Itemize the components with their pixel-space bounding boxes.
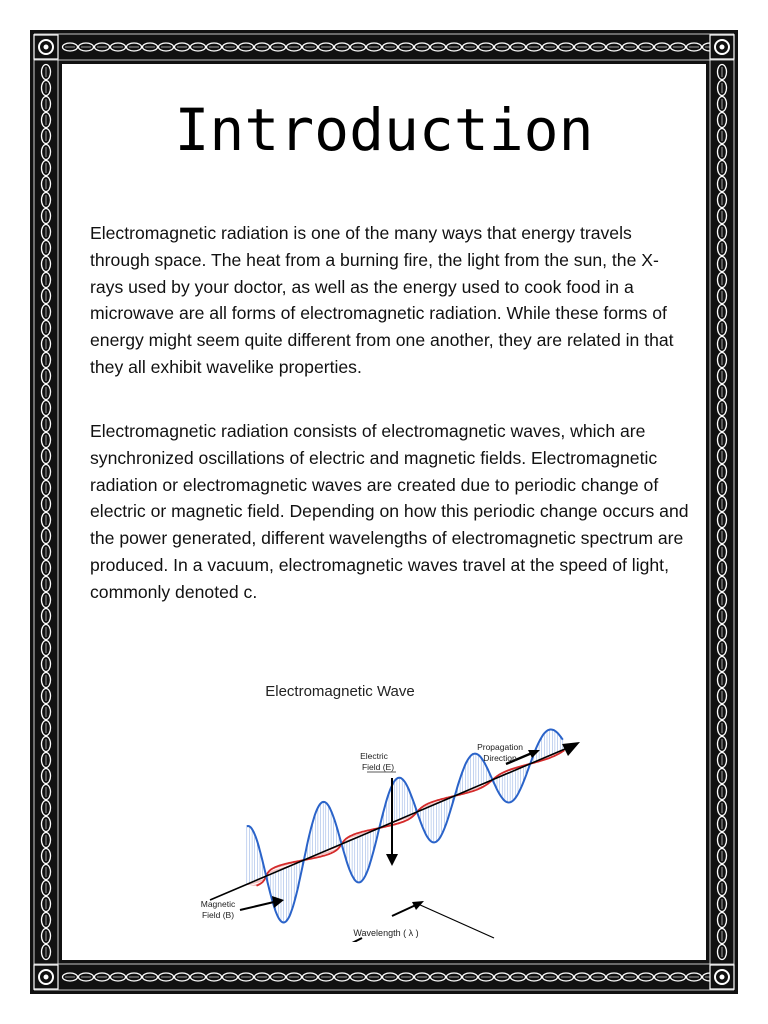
magnetic-field-arrow [240, 902, 274, 910]
propagation-axis-arrowhead [562, 742, 580, 756]
wavelength-label: Wavelength ( λ ) [353, 928, 419, 938]
propagation-label-line1: Propagation [477, 742, 523, 752]
paragraph-intro: Electromagnetic radiation is one of the many ways that energy travels through space. The heat from a burning fire, the light from the sun, the X-rays used by your doctor, as well as the energy used to cook food in a microwave are all forms of electromagnetic radiation. While these forms of energy might seem quite different from one another, they are related in that they all exhibit wavelike properties. [90, 223, 674, 377]
wavelength-guide-right [418, 904, 494, 938]
electric-field-label-line2: Field (E) [361, 762, 395, 772]
electric-field-arrowhead [386, 854, 398, 866]
magnetic-field-label-line2: Field (B) [201, 910, 235, 920]
magnetic-field-arrowhead [272, 896, 284, 908]
propagation-label-line2: Direction [483, 753, 517, 763]
paragraph-em-waves: Electromagnetic radiation consists of electromagnetic waves, which are synchronized oscillations of electric and magnetic fields. Electromagnetic radiation or electromagnetic waves are created due to periodic change of electric or magnetic field. Depending on how this periodic change occurs and the power generated, different wavelengths of electromagnetic spectrum are produced. In a vacuum, electromagnetic waves travel at the speed of light, commonly denoted c. [90, 421, 689, 602]
page-content [62, 64, 706, 960]
wavelength-arrow-left [342, 938, 362, 942]
electric-field-label-line1: Electric [360, 751, 388, 761]
figure-title: Electromagnetic Wave [265, 683, 415, 700]
magnetic-field-label-line1: Magnetic [200, 899, 236, 909]
page-title: Introduction [174, 96, 594, 164]
electromagnetic-wave-figure [196, 670, 596, 942]
